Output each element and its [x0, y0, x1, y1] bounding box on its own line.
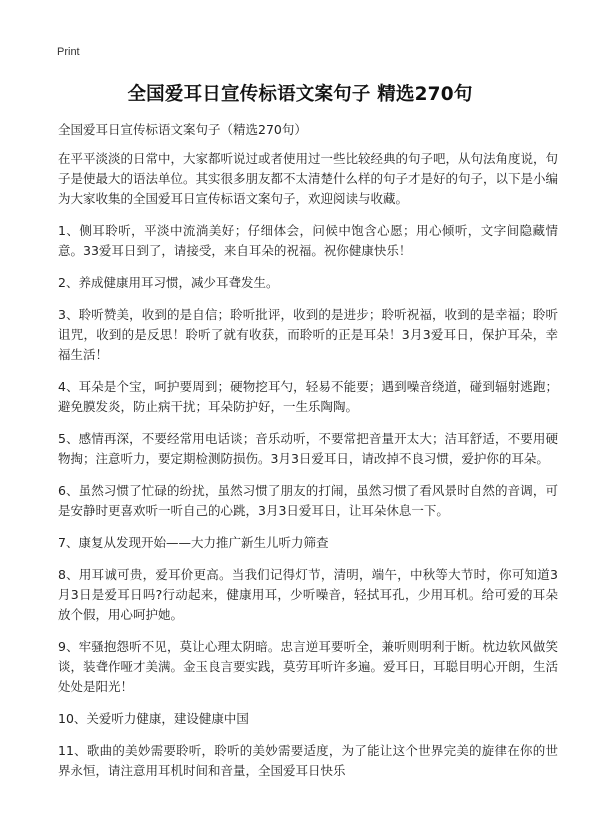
list-item: 7、康复从发现开始——大力推广新生儿听力筛查 — [58, 535, 329, 550]
list-item: 5、感情再深，不要经常用电话谈；音乐动听，不要常把音量开太大；洁耳舒适，不要用硬物掏；注意听力，要定期检测防损伤。3月3日爱耳日，请改掉不良习惯，爱护你的耳朵。 — [58, 431, 558, 466]
article-body — [58, 149, 558, 793]
list-item: 8、用耳诚可贵，爱耳价更高。当我们记得灯节，清明，端午，中秋等大节时，你可知道3月3日是爱耳日吗?行动起来，健康用耳，少听噪音，轻拭耳孔，少用耳机。给可爱的耳朵放个假，用心呵护她。 — [58, 567, 558, 622]
intro-paragraph: 在平平淡淡的日常中，大家都听说过或者使用过一些比较经典的句子吧，从句法角度说，句子是使最大的语法单位。其实很多朋友都不太清楚什么样的句子才是好的句子，以下是小编为大家收集的全国爱耳日宣传标语文案句子，欢迎阅读与收藏。 — [58, 151, 559, 206]
list-item: 1、侧耳聆听，平淡中流淌美好；仔细体会，问候中饱含心愿；用心倾听，文字间隐藏情意。33爱耳日到了，请接受，来自耳朵的祝福。祝你健康快乐！ — [58, 223, 558, 258]
list-item: 10、关爱听力健康，建设健康中国 — [58, 711, 249, 726]
page-title: 全国爱耳日宣传标语文案句子 精选270句 — [127, 84, 473, 105]
list-item: 4、耳朵是个宝，呵护要周到；硬物挖耳勺，轻易不能要；遇到噪音绕道，碰到辐射逃跑；避免膜发炎，防止病干扰；耳朵防护好，一生乐陶陶。 — [58, 379, 558, 414]
list-item: 9、牢骚抱怨听不见，莫让心理太阴暗。忠言逆耳要听全，兼听则明利于断。枕边软风做笑谈，装聋作哑才美满。金玉良言要实践，莫劳耳听许多遍。爱耳日，耳聪目明心开朗，生活处处是阳光！ — [58, 639, 559, 694]
list-item: 3、聆听赞美，收到的是自信；聆听批评，收到的是进步；聆听祝福，收到的是幸福；聆听诅咒，收到的是反思！聆听了就有收获，而聆听的正是耳朵！3月3爱耳日，保护耳朵，幸福生活！ — [58, 307, 558, 362]
article-subtitle: 全国爱耳日宣传标语文案句子（精选270句） — [58, 122, 307, 137]
print-link[interactable]: Print — [57, 46, 80, 58]
list-item: 2、养成健康用耳习惯，减少耳聋发生。 — [58, 275, 279, 290]
list-item: 11、歌曲的美妙需要聆听，聆听的美妙需要适度，为了能让这个世界完美的旋律在你的世界永恒，请注意用耳机时间和音量，全国爱耳日快乐 — [58, 743, 558, 778]
list-item: 6、虽然习惯了忙碌的纷扰，虽然习惯了朋友的打闹，虽然习惯了看风景时自然的音调，可是安静时更喜欢听一听自己的心跳，3月3日爱耳日，让耳朵休息一下。 — [58, 483, 558, 518]
